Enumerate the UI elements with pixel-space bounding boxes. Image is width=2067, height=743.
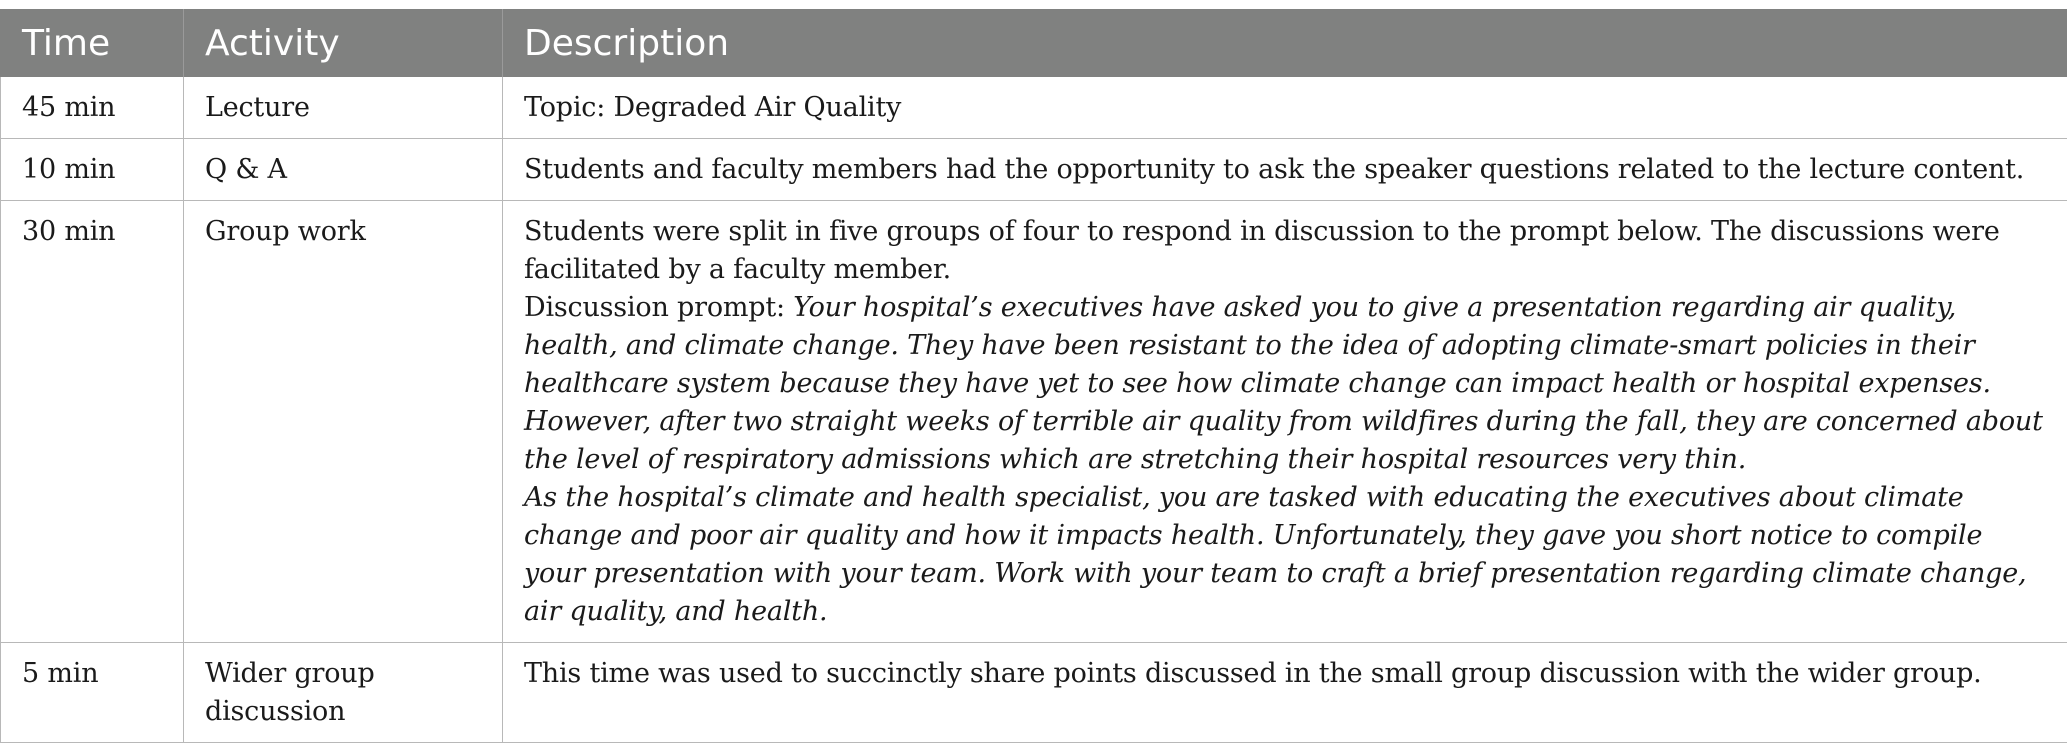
header-row (1, 9, 2067, 77)
cell-time: 45 min (1, 77, 184, 139)
table-row (1, 643, 2067, 743)
table-row (1, 139, 2067, 201)
description-intro: Students were split in five groups of four to respond in discussion to the prompt below. The discussions were facilitated by a faculty member. (524, 213, 2051, 289)
cell-activity: Wider group discussion (184, 643, 503, 743)
header-description: Description (503, 9, 2067, 77)
prompt-task: As the hospital’s climate and health specialist, you are tasked with educating the executives about climate change and poor air quality and how it impacts health. Unfortunately, they gave you short notice to compile your presentation with your team. Work with your team to craft a brief presentation regarding climate change, air quality, and health. (524, 479, 2051, 631)
prompt-text: Your hospital’s executives have asked you to give a presentation regarding air quality, health, and climate change. They have been resistant to the idea of adopting climate-smart policies in their healthcare system because they have yet to see how climate change can impact health or hospital expenses. However, after two straight weeks of terrible air quality from wildfires during the fall, they are concerned about the level of respiratory admissions which are stretching their hospital resources very thin. (524, 292, 2043, 475)
table-row (1, 201, 2067, 643)
cell-activity: Lecture (184, 77, 503, 139)
header-activity: Activity (184, 9, 503, 77)
cell-time: 30 min (1, 201, 184, 643)
prompt-label: Discussion prompt: (524, 292, 793, 323)
discussion-prompt (524, 289, 2051, 479)
cell-activity: Q & A (184, 139, 503, 201)
table-row (1, 77, 2067, 139)
cell-description: This time was used to succinctly share points discussed in the small group discussion with the wider group. (503, 643, 2067, 743)
cell-description (503, 201, 2067, 643)
cell-time: 10 min (1, 139, 184, 201)
table-header (1, 9, 2067, 77)
cell-description: Students and faculty members had the opportunity to ask the speaker questions related to the lecture content. (503, 139, 2067, 201)
header-time: Time (1, 9, 184, 77)
cell-description: Topic: Degraded Air Quality (503, 77, 2067, 139)
cell-activity: Group work (184, 201, 503, 643)
cell-time: 5 min (1, 643, 184, 743)
table-body (1, 77, 2067, 743)
schedule-table (0, 9, 2067, 743)
